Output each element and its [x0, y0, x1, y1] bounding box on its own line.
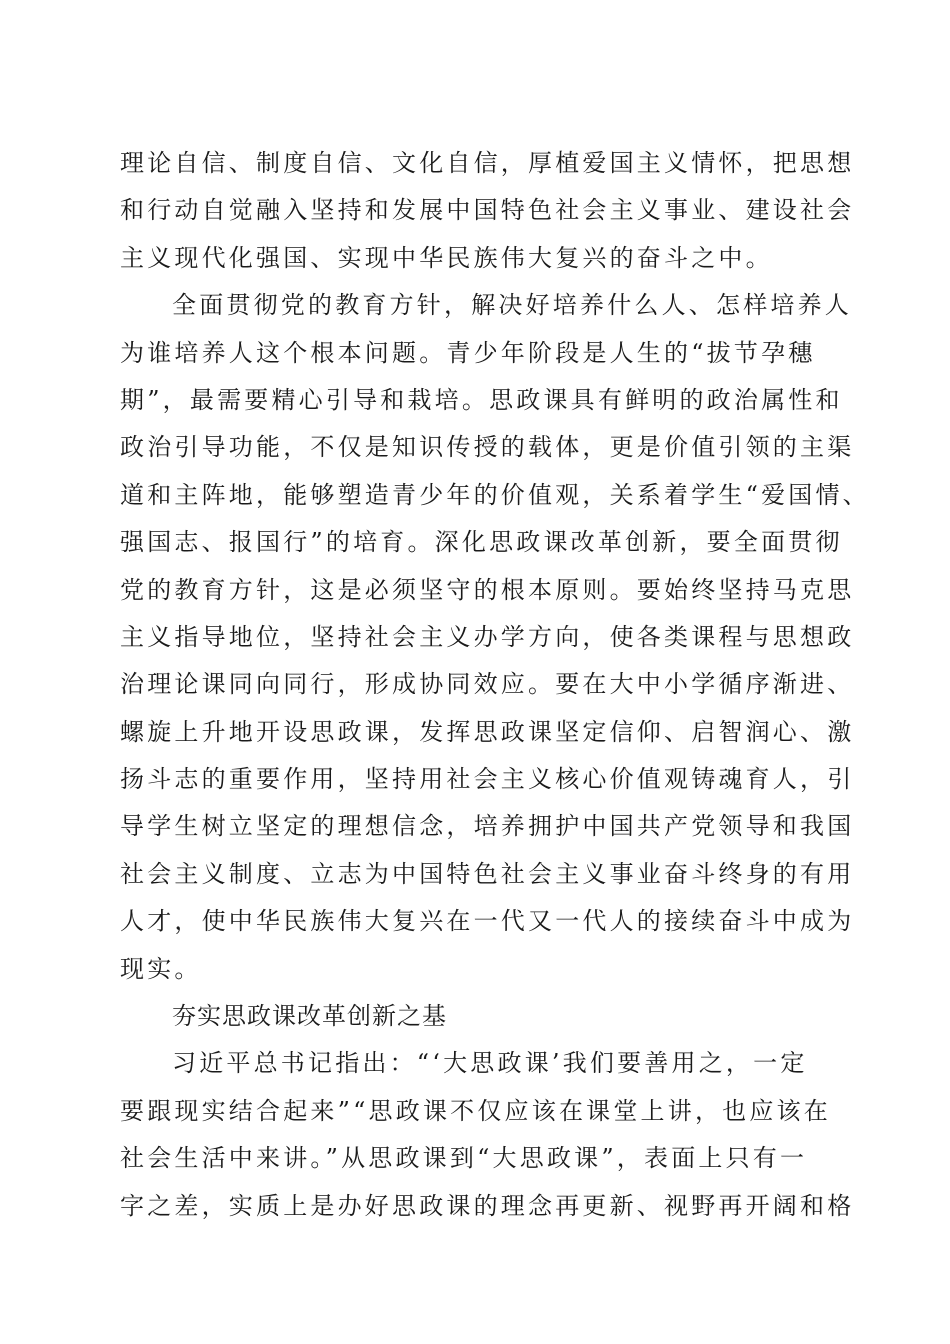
paragraph-line: 党的教育方针，这是必须坚守的根本原则。要始终坚持马克思 [120, 575, 855, 604]
paragraph-line: 期”，最需要精心引导和栽培。思政课具有鲜明的政治属性和 [120, 385, 843, 414]
paragraph-line: 字之差，实质上是办好思政课的理念再更新、视野再开阔和格 [120, 1191, 855, 1220]
paragraph-line: 理论自信、制度自信、文化自信，厚植爱国主义情怀，把思想 [120, 149, 855, 177]
paragraph-line: 和行动自觉融入坚持和发展中国特色社会主义事业、建设社会 [120, 196, 855, 225]
paragraph-line: 道和主阵地，能够塑造青少年的价值观，关系着学生“爱国情、 [120, 480, 870, 509]
paragraph-line: 全面贯彻党的教育方针，解决好培养什么人、怎样培养人 [172, 291, 852, 320]
paragraph-line: 治理论课同向同行，形成协同效应。要在大中小学循序渐进、 [120, 670, 855, 699]
paragraph-line: 主义指导地位，坚持社会主义办学方向，使各类课程与思想政 [120, 622, 855, 651]
paragraph-line: 人才，使中华民族伟大复兴在一代又一代人的接续奋斗中成为 [120, 907, 855, 936]
paragraph-line: 社会生活中来讲。”从思政课到“大思政课”，表面上只有一 [120, 1144, 808, 1173]
paragraph-line: 政治引导功能，不仅是知识传授的载体，更是价值引领的主渠 [120, 433, 855, 462]
paragraph-line: 扬斗志的重要作用，坚持用社会主义核心价值观铸魂育人，引 [120, 765, 855, 794]
paragraph-line: 社会主义制度、立志为中国特色社会主义事业奋斗终身的有用 [120, 859, 855, 888]
paragraph-line: 螺旋上升地开设思政课，发挥思政课坚定信仰、启智润心、激 [120, 717, 855, 746]
paragraph-line: 为谁培养人这个根本问题。青少年阶段是人生的“拔节孕穗 [120, 338, 816, 367]
paragraph-line: 主义现代化强国、实现中华民族伟大复兴的奋斗之中。 [120, 243, 773, 272]
paragraph-line: 习近平总书记指出：“‘大思政课’我们要善用之，一定 [172, 1049, 808, 1078]
paragraph-line: 强国志、报国行”的培育。深化思政课改革创新，要全面贯彻 [120, 528, 843, 557]
section-heading: 夯实思政课改革创新之基 [172, 1002, 447, 1031]
document-body [120, 140, 870, 1230]
paragraph-line: 要跟现实结合起来”“思政课不仅应该在课堂上讲，也应该在 [120, 1096, 831, 1125]
paragraph-line: 现实。 [120, 954, 202, 983]
paragraph-line: 导学生树立坚定的理想信念，培养拥护中国共产党领导和我国 [120, 812, 855, 841]
